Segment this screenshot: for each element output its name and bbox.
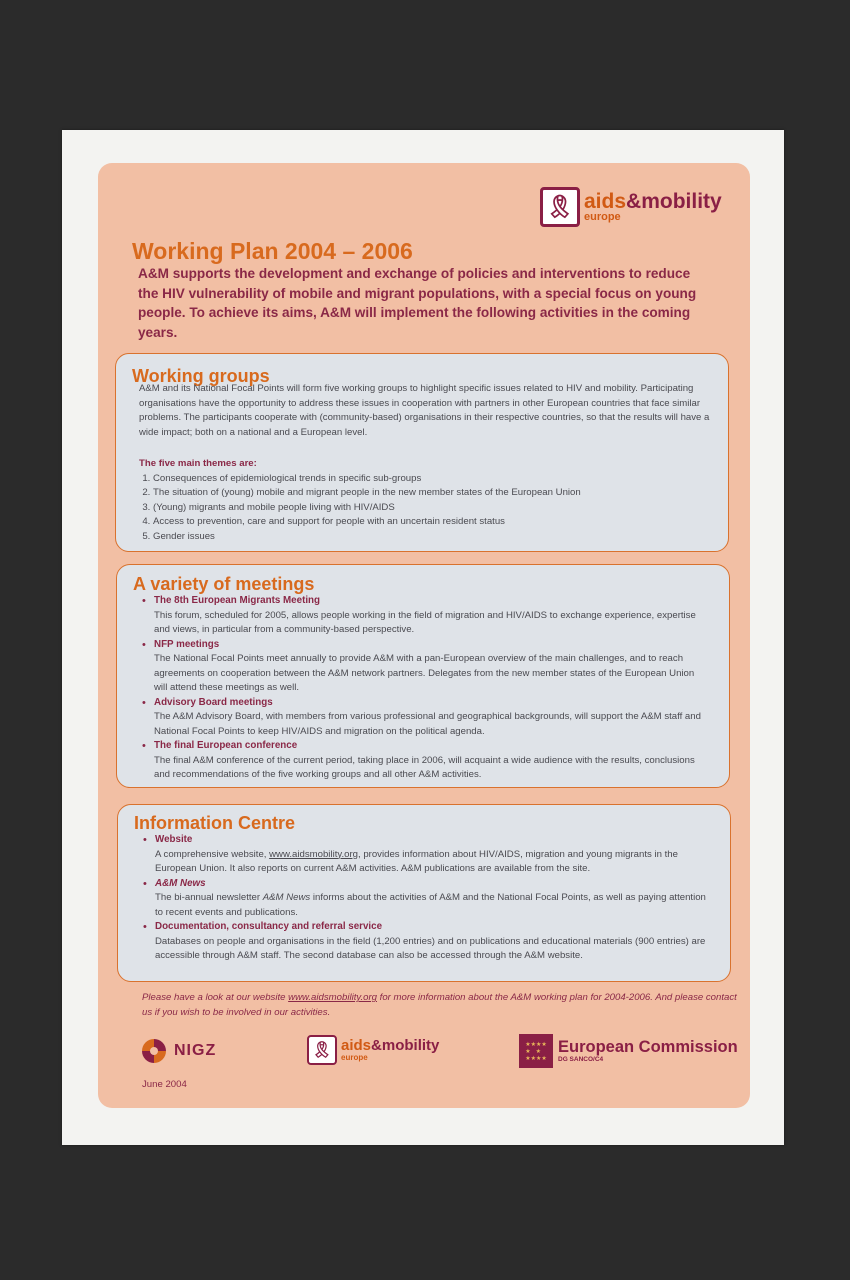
meeting-item (140, 594, 710, 638)
nigz-name: NIGZ (174, 1042, 217, 1059)
logo-wordmark (584, 191, 722, 223)
working-groups-panel (115, 353, 729, 552)
news-text-post: informs about the activities of A&M and the National Focal Points, as well as paying attention to recent events and publications. (155, 892, 706, 918)
info-centre-title: Information Centre (134, 813, 296, 833)
footer-website-link[interactable]: www.aidsmobility.org (288, 992, 377, 1003)
logo-europe: europe (341, 1053, 368, 1062)
meeting-item (140, 696, 710, 740)
theme-item: 5. Gender issues (153, 530, 719, 545)
themes-heading: The five main themes are: (139, 458, 257, 469)
footer-note-post: for more information about the A&M working plan for 2004-2006. And please contact us if you wish to be involved in our activities. (142, 992, 737, 1018)
theme-item: 4. Access to prevention, care and support for people with an uncertain resident status (153, 515, 719, 530)
news-text-em: A&M News (262, 892, 311, 903)
meeting-heading: • The 8th European Migrants Meeting (154, 595, 321, 606)
website-text-post: , provides information about HIV/AIDS, migration and young migrants in the European Union. It also reports on current A&M activities. A&M publications are available from the site. (155, 848, 678, 874)
themes-block (139, 457, 719, 544)
logo-aids: aids (341, 1037, 372, 1054)
logo-amp: & (371, 1037, 382, 1054)
info-centre-panel (117, 804, 731, 982)
meeting-text: The National Focal Points meet annually to provide A&M with a pan-European overview of the main challenges, and to reach agreements on cooperation between the A&M network partners. Delegates from the new member states of the European Union will attend these meetings as well. (154, 653, 695, 693)
meeting-item (140, 739, 710, 783)
website-heading: • Website (155, 834, 193, 845)
intro-paragraph: A&M supports the development and exchange of policies and interventions to reduce the HIV vulnerability of mobile and migrant populations, with a special focus on young people. To achieve its aims, A&M will implement the following activities in the coming years. (138, 266, 697, 340)
meetings-title: A variety of meetings (133, 574, 315, 594)
logo-mobility: mobility (641, 190, 722, 213)
logo-mobility: mobility (381, 1037, 440, 1054)
themes-list (139, 472, 719, 545)
website-link[interactable]: www.aidsmobility.org (269, 848, 358, 860)
footer-note (142, 991, 742, 1020)
website-text (155, 848, 716, 877)
news-text (155, 891, 716, 920)
meeting-heading: • Advisory Board meetings (154, 696, 273, 708)
aids-mobility-logo (540, 187, 722, 227)
meetings-list (140, 594, 710, 783)
aids-mobility-logo-small (307, 1035, 439, 1065)
documentation-text: Databases on people and organisations in the field (1,200 entries) and on publications and educational materials (900 entries) are accessible through A&M staff. The second database can also be accessed through the A&M website. (155, 935, 706, 961)
logo-amp: & (626, 190, 642, 213)
info-item-documentation (141, 920, 716, 964)
meeting-heading: • The final European conference (154, 740, 298, 751)
theme-item: 3. (Young) migrants and mobile people living with HIV/AIDS (153, 501, 719, 516)
ribbon-icon: 🎗︎ (307, 1035, 337, 1065)
news-text-pre: The bi-annual newsletter (155, 892, 263, 903)
working-groups-text: A&M and its National Focal Points will form five working groups to highlight specific issues related to HIV and mobility. Participating organisations have the opportunity to address these issues in cooperation with partners in other European countries that face similar problems. The participants cooperate with (community-based) organisations in their respective countries, so that the results will have a wide impact; both on a national and a European level. (139, 383, 710, 438)
theme-item: 2. The situation of (young) mobile and migrant people in the new member states of the European Union (153, 486, 719, 501)
nigz-mark-icon (142, 1039, 166, 1063)
ec-wordmark (558, 1039, 738, 1064)
ec-name: European Commission (558, 1037, 738, 1056)
meeting-heading: • NFP meetings (154, 638, 220, 650)
publication-date: June 2004 (142, 1079, 187, 1090)
footer-note-pre: Please have a look at our website (142, 992, 289, 1003)
info-centre-list (141, 833, 716, 964)
logo-europe: europe (584, 211, 621, 223)
page-title: Working Plan 2004 – 2006 (132, 238, 413, 264)
ribbon-icon: 🎗︎ (540, 187, 580, 227)
meeting-text: The A&M Advisory Board, with members from various professional and geographical backgrounds, will support the A&M staff and National Focal Points to keep HIV/AIDS and migration on the political agenda. (154, 711, 701, 737)
ec-dept: DG SANCO/C4 (558, 1056, 604, 1063)
logo-aids: aids (584, 190, 627, 213)
european-commission-logo (519, 1034, 738, 1068)
info-item-news (141, 877, 716, 921)
meetings-panel (116, 564, 730, 788)
meeting-item (140, 638, 710, 696)
eu-flag-icon: ★★★★ ★ ★ ★★★★ (519, 1034, 553, 1068)
meeting-text: This forum, scheduled for 2005, allows people working in the field of migration and HIV/AIDS to exchange experience, expertise and views, in particular from a community-based perspective. (154, 609, 696, 635)
news-heading: • A&M News (155, 877, 206, 889)
info-item-website (141, 833, 716, 877)
theme-item: 1. Consequences of epidemiological trends in specific sub-groups (153, 472, 719, 487)
logo-wordmark-small (341, 1038, 439, 1062)
working-groups-title: Working groups (132, 366, 270, 386)
documentation-heading: • Documentation, consultancy and referral service (155, 921, 383, 932)
meeting-text: The final A&M conference of the current period, taking place in 2006, will acquaint a wide audience with the results, conclusions and recommendations of the five working groups and all other A&M activities. (154, 754, 695, 780)
website-text-pre: A comprehensive website, (155, 848, 270, 860)
nigz-logo (142, 1039, 216, 1063)
